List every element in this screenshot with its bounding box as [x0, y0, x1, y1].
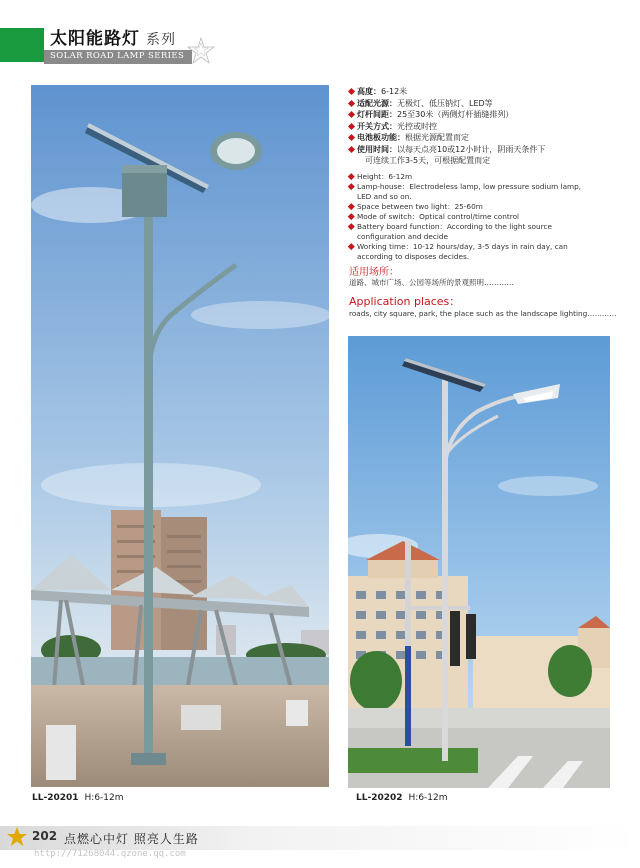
watermark-url: http://71268044.qzone.qq.com — [34, 849, 186, 859]
page-number: 202 — [32, 829, 58, 843]
application-cn-text: 道路、城市广场、公园等场所的景观照明………… — [349, 278, 514, 287]
spec-en-lamp-house: Lamp-house：Electrodeless lamp, low pressure sodium lamp, LED and so on. — [349, 182, 609, 202]
diamond-bullet-icon — [348, 183, 354, 189]
product-photo-ll-20202 — [348, 336, 610, 788]
spec-cn-pole-spacing: 灯杆间距：25至30米（两侧灯杆插缝排列） — [349, 109, 609, 121]
spec-cn-battery-panel: 电池板功能：根据光源配置而定 — [349, 132, 609, 144]
spec-en-height: Height：6-12m — [349, 172, 609, 182]
application-en-heading: Application places： — [349, 295, 461, 308]
model-number: LL-20202 — [356, 793, 403, 803]
page-subtitle: SOLAR ROAD LAMP SERIES — [50, 51, 185, 61]
spec-cn-switch-mode: 开关方式：光控或时控 — [349, 121, 609, 133]
application-en-text: roads, city square, park, the place such as the landscape lighting………… — [349, 309, 617, 318]
model-height: H:6-12m — [408, 793, 448, 803]
diamond-bullet-icon — [348, 145, 355, 152]
spec-en-working-time: Working time：10-12 hours/day, 3-5 days in rain day, can according to disposes decides. — [349, 242, 609, 262]
diamond-bullet-icon — [348, 122, 355, 129]
diamond-bullet-icon — [348, 111, 355, 118]
diamond-bullet-icon — [348, 213, 354, 219]
page-title-series: 系列 — [146, 32, 176, 48]
star-icon — [186, 36, 216, 66]
model-height: H:6-12m — [84, 793, 124, 803]
diamond-bullet-icon — [348, 223, 354, 229]
application-cn-heading: 适用场所： — [349, 267, 399, 278]
spec-en-spacing: Space between two light：25-60m — [349, 202, 609, 212]
caption-ll-20202 — [356, 793, 448, 803]
spec-cn-height: 高度：6-12米 — [349, 86, 609, 98]
page-title-text: 太阳能路灯 — [50, 29, 140, 49]
spec-cn-light-source: 适配光源：无极灯、低压钠灯、LED等 — [349, 98, 609, 110]
spec-en-switch-mode: Mode of switch：Optical control/time control — [349, 212, 609, 222]
diamond-bullet-icon — [348, 173, 354, 179]
specs-panel — [349, 86, 609, 262]
header-green-block — [0, 28, 44, 62]
star-icon — [6, 826, 28, 848]
diamond-bullet-icon — [348, 88, 355, 95]
model-number: LL-20201 — [32, 793, 79, 803]
footer-slogan: 点燃心中灯 照亮人生路 — [64, 832, 199, 846]
caption-ll-20201 — [32, 793, 124, 803]
product-photo-ll-20201 — [31, 85, 329, 787]
diamond-bullet-icon — [348, 243, 354, 249]
page-title — [50, 24, 176, 49]
specs-en-block — [349, 172, 609, 262]
diamond-bullet-icon — [348, 99, 355, 106]
diamond-bullet-icon — [348, 203, 354, 209]
spec-cn-working-time: 使用时间：以每天点亮10或12小时计，阴雨天条件下 可连续工作3-5天，可根据配置而定 — [349, 144, 609, 167]
diamond-bullet-icon — [348, 134, 355, 141]
spec-en-battery-board: Battery board function：According to the light source configuration and decide — [349, 222, 609, 242]
